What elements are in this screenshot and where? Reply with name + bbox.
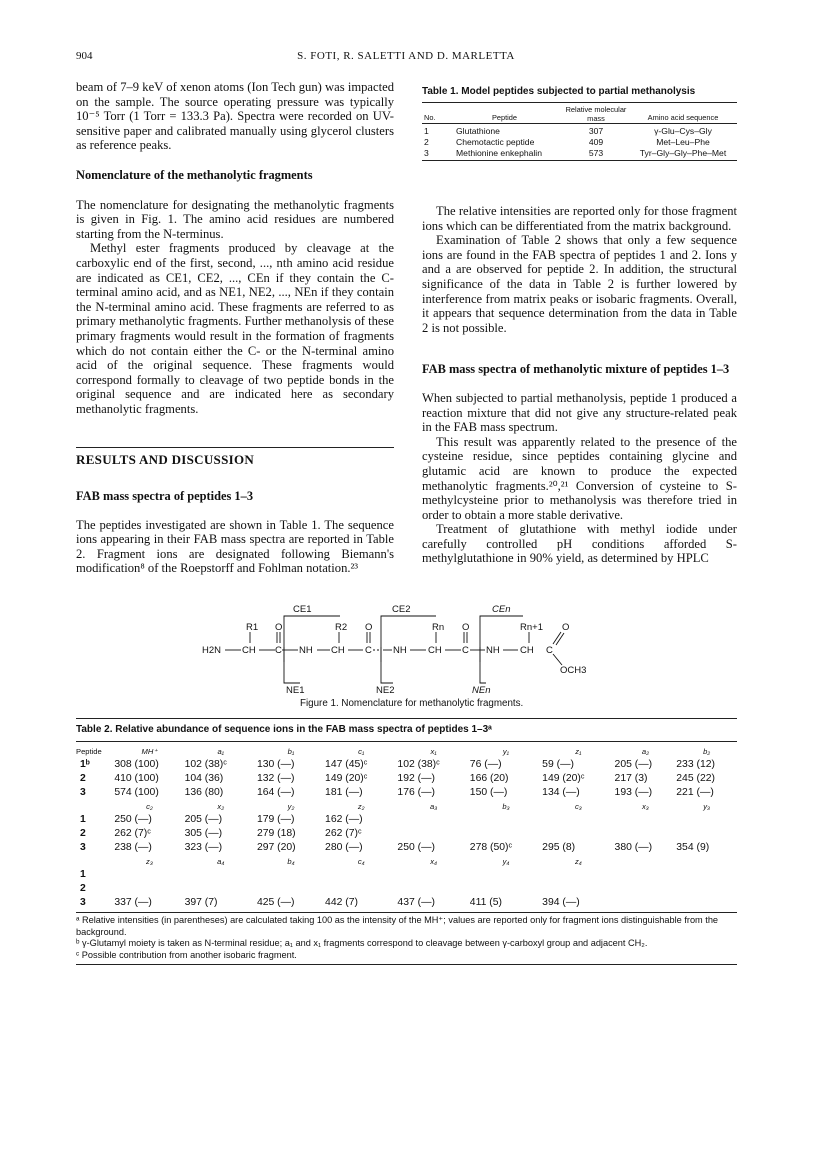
table-cell: 104 (36) — [184, 773, 224, 784]
heading-fab-spectra: FAB mass spectra of peptides 1–3 — [76, 489, 254, 503]
table-cell: 130 (—) — [256, 759, 295, 770]
och3-label: OCH3 — [560, 665, 587, 676]
table-2-footnotes — [76, 915, 737, 961]
table-cell: Methionine enkephalin — [456, 148, 543, 158]
table-row — [76, 841, 737, 855]
c-label: C — [462, 645, 469, 656]
table-cell — [615, 882, 677, 896]
r1-label: R1 — [246, 622, 259, 633]
table-cell — [257, 868, 325, 882]
table-cell: 437 (—) — [397, 897, 435, 908]
table-cell: 59 (—) — [542, 759, 574, 770]
table-2-header-cell: y₂ — [287, 802, 295, 811]
table-2-header-row — [76, 800, 737, 813]
nen-label: NEn — [472, 685, 491, 696]
table-cell: 217 (3) — [614, 773, 648, 784]
nh-label: NH — [393, 645, 407, 656]
table-2-header-cell — [676, 855, 737, 868]
table-cell: 262 (7)ᶜ — [114, 828, 151, 839]
table-2-header-cell: y₄ — [502, 857, 510, 866]
table-cell: 162 (—) — [325, 814, 363, 825]
table-cell — [257, 882, 325, 896]
table-cell — [114, 868, 184, 882]
table-2-header-cell: a₃ — [429, 802, 438, 811]
oxygen-label: O — [462, 622, 470, 633]
c-label: C — [546, 645, 553, 656]
table-cell: γ-Glu–Cys–Gly — [654, 126, 712, 136]
table-2-header-cell: z₁ — [575, 747, 582, 756]
table-1-header: No. — [424, 113, 436, 122]
table-2-header-row — [76, 855, 737, 868]
figure-1-caption: Figure 1. Nomenclature for methanolytic fragments. — [300, 698, 524, 709]
table-cell: 2 — [80, 883, 86, 894]
table-cell: 221 (—) — [676, 787, 714, 798]
table-1-header: Relative molecular mass — [565, 105, 627, 123]
table-cell — [542, 827, 614, 841]
left-column-lower — [76, 489, 394, 576]
table-row — [76, 772, 737, 786]
table-cell: 250 (—) — [397, 842, 435, 853]
table-cell: 166 (20) — [469, 773, 509, 784]
table-cell — [615, 827, 677, 841]
table-cell — [542, 813, 614, 827]
table-cell: 411 (5) — [469, 897, 502, 908]
table-cell — [676, 868, 737, 882]
table-cell: 305 (—) — [184, 828, 223, 839]
table-cell: 410 (100) — [114, 773, 159, 784]
table-cell — [542, 868, 614, 882]
table-cell: 337 (—) — [114, 897, 152, 908]
table-cell: 192 (—) — [397, 773, 435, 784]
table-2-header-cell — [76, 855, 114, 868]
table-cell: 295 (8) — [542, 842, 576, 853]
table-cell — [676, 882, 737, 896]
running-authors: S. FOTI, R. SALETTI AND D. MARLETTA — [297, 50, 515, 62]
table-cell: 2 — [80, 773, 86, 784]
table-2-header-cell: b₄ — [287, 857, 295, 866]
table-cell — [615, 868, 677, 882]
table-cell — [397, 827, 469, 841]
table-2-header-cell: z₂ — [357, 802, 365, 811]
table-cell: Tyr–Gly–Gly–Phe–Met — [639, 148, 727, 158]
table-cell: 409 — [588, 137, 604, 147]
heading-nomenclature: Nomenclature of the methanolytic fragments — [76, 167, 313, 182]
table-1-title: Table 1. Model peptides subjected to partial methanolysis — [422, 86, 696, 97]
paragraph-mixture-2: This result was apparently related to the presence of the cysteine residue, since peptides containing glycine and glutamic acid are known to produce the expected methanolytic fragments.²⁰,²¹ Conversion of cysteine to S-methylcysteine prior to methanolysis was therefore tried in order to obtain a more stable derivative. — [422, 434, 737, 522]
table-2-header-cell: c₂ — [146, 802, 153, 811]
table-2-header-cell: b₂ — [703, 747, 711, 756]
paragraph-nomenclature-1: The nomenclature for designating the methanolytic fragments is given in Fig. 1. The amino acid residues are numbered starting from the N-terminus. — [76, 197, 394, 241]
table-cell — [470, 827, 542, 841]
heading-methanolytic-mixture: FAB mass spectra of methanolytic mixture of peptides 1–3 — [422, 362, 730, 377]
c-label: C — [365, 645, 372, 656]
rn-label: Rn — [432, 622, 445, 633]
table-cell: 205 (—) — [184, 814, 223, 825]
table-cell: 76 (—) — [469, 759, 502, 770]
table-cell: 149 (20)ᶜ — [542, 773, 585, 784]
table-cell: 150 (—) — [469, 787, 508, 798]
table-cell: 394 (—) — [542, 897, 580, 908]
paragraph-fab: The peptides investigated are shown in Table 1. The sequence ions appearing in their FAB mass spectra are reported in Table 2. Fragment ions are designated following Biemann's modification⁸ of the Roepstorff and Fohlman notation.²³ — [76, 517, 394, 576]
table-2-header-cell: a₁ — [217, 747, 225, 756]
c-label: C — [275, 645, 282, 656]
oxygen-label: O — [275, 622, 283, 633]
table-cell: 136 (80) — [184, 787, 224, 798]
table-cell: 262 (7)ᶜ — [325, 828, 362, 839]
table-cell: 1ᵇ — [80, 759, 90, 770]
right-column — [422, 204, 737, 566]
table-row — [76, 896, 737, 910]
table-cell: 280 (—) — [325, 842, 363, 853]
footnote-c: ᶜ Possible contribution from another isobaric fragment. — [76, 949, 297, 960]
table-cell: 238 (—) — [114, 842, 152, 853]
table-2-header-cell: Peptide — [76, 747, 102, 756]
table-cell — [185, 882, 257, 896]
table-2-header-cell: y₁ — [502, 747, 510, 756]
table-cell: 149 (20)ᶜ — [325, 773, 368, 784]
ne1-label: NE1 — [286, 685, 305, 696]
table-cell — [397, 813, 469, 827]
cen-label: CEn — [492, 604, 511, 615]
table-cell: 102 (38)ᶜ — [397, 759, 440, 770]
table-2-header-cell: c₃ — [574, 802, 582, 811]
oxygen-label: O — [562, 622, 570, 633]
table-cell: 397 (7) — [184, 897, 218, 908]
table-cell: 132 (—) — [256, 773, 295, 784]
table-row — [422, 137, 737, 148]
ch-label: CH — [428, 645, 442, 656]
ce2-label: CE2 — [392, 604, 411, 615]
table-cell — [542, 882, 614, 896]
nh-label: NH — [299, 645, 313, 656]
table-cell: 134 (—) — [542, 787, 580, 798]
table-cell — [470, 882, 542, 896]
table-row — [76, 882, 737, 896]
h2n-label: H2N — [202, 645, 222, 656]
table-cell — [397, 868, 469, 882]
table-2-header-cell: b₃ — [502, 802, 510, 811]
table-2-header-cell: x₄ — [430, 857, 438, 866]
table-2-title: Table 2. Relative abundance of sequence ions in the FAB mass spectra of peptides 1–3ᵃ — [76, 724, 492, 735]
table-cell: 573 — [588, 148, 604, 158]
table-cell: 3 — [80, 897, 86, 908]
table-cell: 3 — [80, 842, 86, 853]
table-1-header: Peptide — [491, 113, 518, 122]
table-cell: 3 — [424, 148, 429, 158]
table-cell: 193 (—) — [614, 787, 653, 798]
paragraph-nomenclature-2: Methyl ester fragments produced by cleavage at the carboxylic end of the first, second, ..., nth amino acid residue are indicated as CE1, CE2, ..., CEn if they contain the C-terminal amino acid, and as NE1, NE2, ..., NEn if they contain the N-terminal amino acid. These fragments are referred to as primary methanolytic fragments. Further methanolysis of these primary fragments would result in the formation of fragments which do not contain either the C- or the N-terminal amino acid of the original sequence. These fragments would correspond formally to cleavage of two peptide bonds in the original sequence and are indicated here as secondary methanolytic fragments. — [76, 241, 394, 416]
table-cell: 176 (—) — [397, 787, 435, 798]
paragraph-relative-intensities: The relative intensities are reported only for those fragment ions which can be differentiated from the matrix background. — [422, 204, 737, 233]
rn1-label: Rn+1 — [520, 622, 543, 633]
page-number: 904 — [76, 50, 93, 62]
table-cell: 1 — [80, 869, 86, 880]
table-cell: 102 (38)ᶜ — [184, 759, 227, 770]
table-cell: 354 (9) — [676, 842, 710, 853]
table-cell — [397, 882, 469, 896]
paragraph-intro: beam of 7–9 keV of xenon atoms (Ion Tech gun) was impacted on the sample. The source operating pressure was typically 10⁻⁵ Torr (1 Torr = 133.3 Pa). Spectra were recorded on UV-sensitive paper and calibrated manually using glycerol clusters as reference peaks. — [76, 80, 394, 153]
heading-results: RESULTS AND DISCUSSION — [76, 452, 255, 467]
table-row — [76, 758, 737, 772]
table-cell: 279 (18) — [256, 828, 296, 839]
table-cell — [470, 813, 542, 827]
table-cell: 308 (100) — [114, 759, 159, 770]
table-cell: 205 (—) — [614, 759, 653, 770]
table-cell: 3 — [80, 787, 86, 798]
footnote-a: ᵃ Relative intensities (in parentheses) are calculated taking 100 as the intensity of the MH⁺; values are reported only for fragment ions distinguishable from the background. — [76, 915, 719, 937]
table-2-header-cell — [615, 855, 677, 868]
table-2-header-row — [76, 745, 737, 758]
table-cell: 181 (—) — [325, 787, 363, 798]
paragraph-examination: Examination of Table 2 shows that only a few sequence ions are found in the FAB spectra of peptides 1 and 2. Ions y and a are observed for peptide 2. In addition, the structural significance of the data in Table 2 is further lowered by interference from matrix peaks or isobaric fragments. Overall, it appears that sequence determination from the data in Table 2 is not possible. — [422, 233, 737, 335]
table-row — [76, 868, 737, 882]
table-cell — [470, 868, 542, 882]
table-cell: 380 (—) — [614, 842, 653, 853]
table-row — [76, 786, 737, 800]
table-cell: 442 (7) — [325, 897, 358, 908]
table-cell: Chemotactic peptide — [456, 137, 535, 147]
table-2-header-cell: z₄ — [574, 857, 582, 866]
table-cell: Glutathione — [456, 126, 500, 136]
table-cell — [676, 827, 737, 841]
table-1-grid — [422, 105, 737, 159]
table-cell: 179 (—) — [256, 814, 295, 825]
table-cell: Met–Leu–Phe — [656, 137, 710, 147]
table-2-header-cell: b₁ — [287, 747, 295, 756]
table-2-header-cell: z₃ — [146, 857, 153, 866]
r2-label: R2 — [335, 622, 348, 633]
table-cell — [185, 868, 257, 882]
ch-label: CH — [520, 645, 534, 656]
table-row — [422, 148, 737, 159]
table-1 — [422, 86, 737, 161]
oxygen-label: O — [365, 622, 373, 633]
table-cell: 425 (—) — [256, 897, 295, 908]
table-row — [76, 813, 737, 827]
table-1-header: Amino acid sequence — [647, 113, 719, 122]
table-cell: 307 — [588, 126, 604, 136]
table-cell: 1 — [424, 126, 429, 136]
paragraph-mixture-3: Treatment of glutathione with methyl iodide under carefully controlled pH conditions afforded S-methylglutathione in 90% yield, as determined by HPLC — [422, 522, 737, 566]
table-2-header-cell — [76, 800, 114, 813]
table-cell: 164 (—) — [256, 787, 295, 798]
footnote-b: ᵇ γ-Glutamyl moiety is taken as N-terminal residue; a₁ and x₁ fragments correspond to cleavage between γ-carboxyl group and adjacent CH₂. — [76, 938, 648, 949]
table-2-header-cell: c₁ — [358, 747, 365, 756]
table-2-header-cell: a₄ — [217, 857, 225, 866]
table-2-header-cell: c₄ — [357, 857, 365, 866]
table-2-header-cell: y₃ — [703, 802, 711, 811]
table-2-header-cell: x₁ — [430, 747, 437, 756]
table-cell: 297 (20) — [256, 842, 296, 853]
paragraph-mixture-1: When subjected to partial methanolysis, peptide 1 produced a reaction mixture that did not give any structure-related peak in the FAB mass spectrum. — [422, 390, 737, 435]
table-2-header-cell: x₃ — [642, 802, 649, 811]
table-cell: 245 (22) — [676, 773, 715, 784]
table-cell — [325, 882, 397, 896]
table-cell: 323 (—) — [184, 842, 223, 853]
ch-label: CH — [331, 645, 345, 656]
table-cell — [615, 896, 677, 910]
left-column — [76, 80, 394, 416]
table-cell: 250 (—) — [114, 814, 152, 825]
table-cell: 278 (50)ᶜ — [469, 842, 513, 853]
table-row — [76, 827, 737, 841]
nh-label: NH — [486, 645, 500, 656]
table-cell — [676, 896, 737, 910]
table-cell: 147 (45)ᶜ — [325, 759, 368, 770]
table-2-grid — [76, 745, 737, 910]
table-2 — [76, 718, 737, 965]
table-cell: 1 — [80, 814, 86, 825]
table-2-header-cell: x₂ — [217, 802, 225, 811]
ne2-label: NE2 — [376, 685, 395, 696]
table-2-header-cell: a₂ — [641, 747, 649, 756]
table-cell — [325, 868, 397, 882]
table-cell — [114, 882, 184, 896]
table-cell — [676, 813, 737, 827]
ch-label: CH — [242, 645, 256, 656]
table-2-header-cell: MH⁺ — [141, 747, 158, 756]
figure-1-structure — [180, 602, 640, 712]
table-cell — [615, 813, 677, 827]
table-cell: 2 — [80, 828, 86, 839]
table-cell: 233 (12) — [676, 759, 715, 770]
table-row — [422, 126, 737, 137]
section-rule — [76, 447, 394, 448]
table-cell: 574 (100) — [114, 787, 159, 798]
table-cell: 2 — [424, 137, 429, 147]
ce1-label: CE1 — [293, 604, 312, 615]
